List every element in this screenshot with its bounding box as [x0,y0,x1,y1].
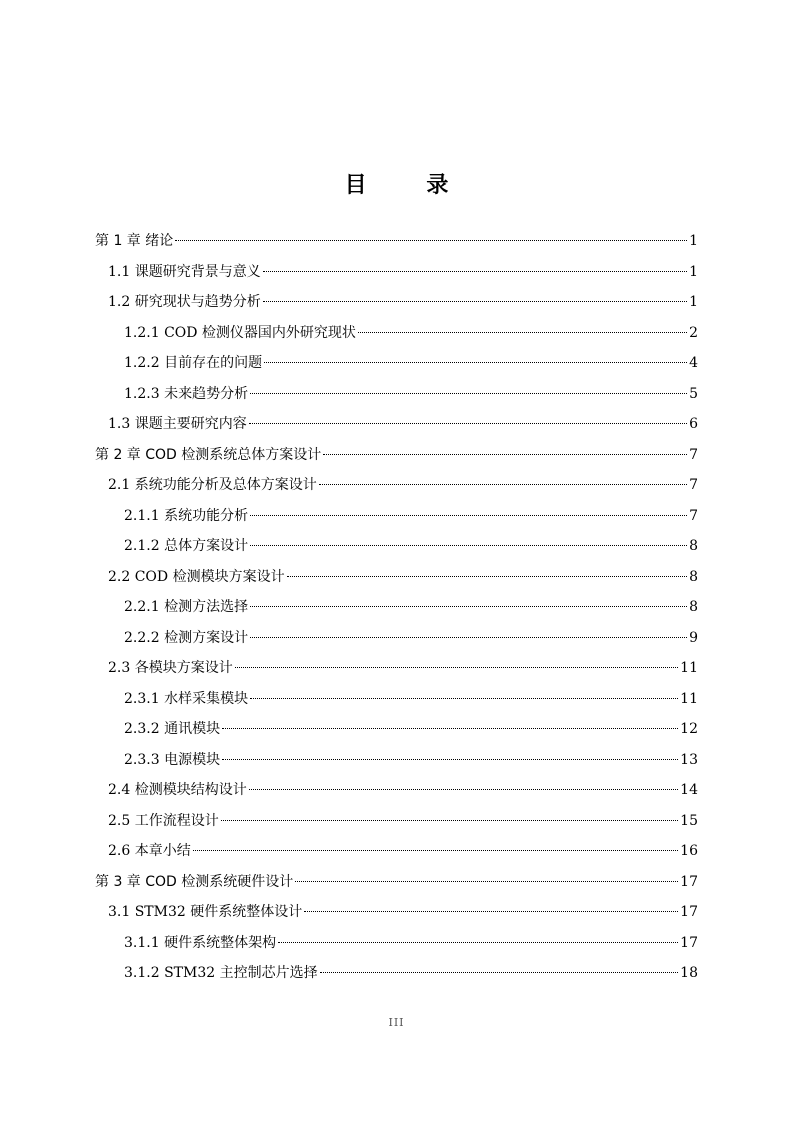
toc-entry-page: 17 [680,934,698,951]
toc-entry[interactable] [95,379,698,410]
toc-entry-page: 4 [689,355,698,371]
toc-dot-leader [193,850,678,851]
toc-entry-label: 2.3 各模块方案设计 [108,660,233,676]
toc-entry[interactable] [95,409,698,440]
toc-entry-label: 2.4 检测模块结构设计 [108,782,247,798]
toc-entry[interactable] [95,623,698,654]
toc-entry[interactable] [95,714,698,745]
table-of-contents [95,226,698,989]
toc-entry[interactable] [95,318,698,349]
toc-entry-page: 1 [689,263,698,280]
toc-entry[interactable] [95,226,698,257]
toc-dot-leader [319,484,687,485]
toc-entry-label: 1.2.1 COD 检测仪器国内外研究现状 [124,324,356,341]
toc-entry-label: 第 2 章 COD 检测系统总体方案设计 [95,446,322,463]
toc-entry[interactable] [95,958,698,989]
toc-entry-label: 1.3 课题主要研究内容 [108,416,247,432]
toc-entry-label: 3.1 STM32 硬件系统整体设计 [108,904,303,920]
toc-entry[interactable] [95,592,698,623]
toc-entry-page: 5 [689,385,698,402]
toc-entry[interactable] [95,287,698,318]
toc-entry-label: 2.1 系统功能分析及总体方案设计 [108,477,317,493]
toc-entry-label: 2.3.3 电源模块 [124,751,221,768]
toc-entry[interactable] [95,836,698,867]
toc-entry-page: 14 [680,782,698,798]
toc-dot-leader [222,728,678,729]
toc-entry-label: 2.3.1 水样采集模块 [124,690,249,707]
toc-dot-leader [295,881,678,882]
toc-entry-label: 2.5 工作流程设计 [108,812,219,829]
toc-entry[interactable] [95,928,698,959]
toc-entry[interactable] [95,897,698,928]
toc-entry-page: 13 [680,751,698,768]
toc-entry[interactable] [95,684,698,715]
toc-dot-leader [263,271,687,272]
toc-entry-label: 1.2 研究现状与趋势分析 [108,294,261,310]
toc-entry-label: 2.2 COD 检测模块方案设计 [108,568,285,585]
toc-dot-leader [358,332,687,333]
toc-entry-page: 2 [689,324,698,341]
toc-entry-page: 1 [689,233,698,249]
toc-entry-label: 3.1.2 STM32 主控制芯片选择 [124,965,318,981]
toc-entry-page: 12 [680,721,698,737]
toc-dot-leader [250,545,687,546]
toc-entry-page: 18 [680,965,698,981]
toc-dot-leader [222,759,678,760]
toc-entry-page: 8 [689,568,698,585]
toc-entry-label: 1.2.3 未来趋势分析 [124,385,249,402]
toc-dot-leader [235,667,678,668]
toc-entry-page: 11 [680,660,698,676]
toc-entry-page: 7 [689,507,698,524]
toc-entry-label: 第 3 章 COD 检测系统硬件设计 [95,873,294,890]
toc-entry-page: 7 [689,477,698,493]
toc-dot-leader [250,637,687,638]
toc-entry-label: 2.3.2 通讯模块 [124,721,221,737]
toc-entry[interactable] [95,653,698,684]
toc-entry[interactable] [95,867,698,898]
toc-entry-label: 2.6 本章小结 [108,843,191,859]
toc-dot-leader [304,911,678,912]
toc-dot-leader [278,942,678,943]
toc-entry-label: 2.2.1 检测方法选择 [124,599,249,615]
toc-dot-leader [175,240,687,241]
toc-entry-page: 6 [689,416,698,432]
page-number: III [388,1016,405,1029]
toc-entry-label: 第 1 章 绪论 [95,233,174,249]
toc-entry-page: 7 [689,446,698,463]
toc-entry-label: 1.1 课题研究背景与意义 [108,263,261,280]
toc-entry[interactable] [95,806,698,837]
toc-entry-page: 8 [689,538,698,554]
toc-dot-leader [250,606,687,607]
toc-dot-leader [264,362,687,363]
toc-entry[interactable] [95,348,698,379]
toc-dot-leader [263,301,687,302]
toc-entry-label: 1.2.2 目前存在的问题 [124,355,263,371]
toc-dot-leader [221,820,678,821]
toc-entry[interactable] [95,531,698,562]
toc-dot-leader [250,698,678,699]
toc-entry-page: 16 [680,843,698,859]
toc-dot-leader [323,454,687,455]
page-title: 目 录 [344,173,475,198]
toc-entry-page: 9 [689,629,698,646]
toc-entry-label: 2.1.1 系统功能分析 [124,507,249,524]
toc-entry[interactable] [95,775,698,806]
toc-dot-leader [250,393,687,394]
toc-entry-page: 1 [689,294,698,310]
toc-entry-page: 17 [680,873,698,890]
toc-dot-leader [249,789,678,790]
toc-entry-label: 2.1.2 总体方案设计 [124,538,249,554]
toc-entry-page: 15 [680,812,698,829]
toc-dot-leader [287,576,687,577]
toc-entry[interactable] [95,501,698,532]
toc-entry[interactable] [95,562,698,593]
toc-entry-page: 17 [680,904,698,920]
toc-dot-leader [249,423,687,424]
toc-entry-page: 8 [689,599,698,615]
toc-entry-label: 3.1.1 硬件系统整体架构 [124,934,277,951]
toc-dot-leader [250,515,687,516]
toc-entry[interactable] [95,470,698,501]
toc-entry[interactable] [95,745,698,776]
toc-entry-page: 11 [680,690,698,707]
toc-entry[interactable] [95,440,698,471]
toc-entry-label: 2.2.2 检测方案设计 [124,629,249,646]
toc-entry[interactable] [95,257,698,288]
toc-dot-leader [320,972,679,973]
